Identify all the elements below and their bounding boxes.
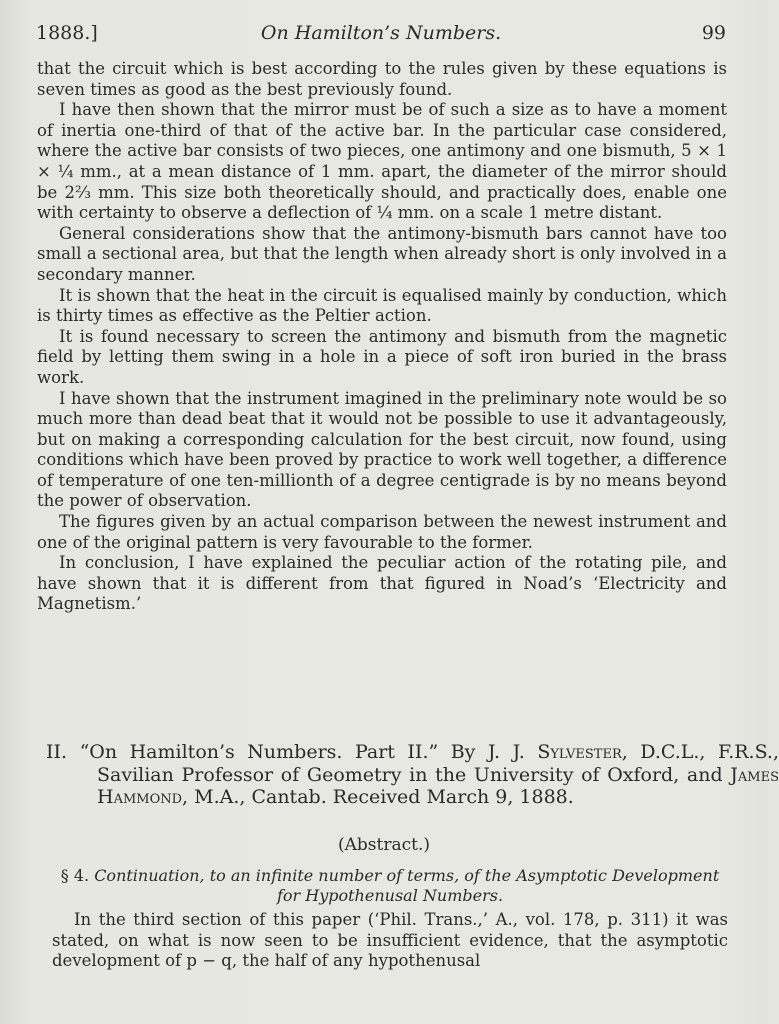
author-1-credentials: , D.C.L., F.R.S., Savilian Professor of Geometry in the University of Oxford, and — [97, 741, 779, 786]
paragraph-1: that the circuit which is best according to the rules given by these equations is seven times as good as the best previously found. — [37, 59, 727, 99]
running-header — [36, 22, 726, 48]
paragraph-2: I have then shown that the mirror must be of such a size as to have a moment of inertia one-third of that of the active bar. In the particular case considered, where the active bar consists of two pieces, one antimony and one bismuth, 5 × 1 × ¼ mm., at a mean distance of 1 mm. apart, the diameter of the mirror should be 2⅔ mm. This size both theoretically should, and practically does, enable one with certainty to observe a deflection of ¼ mm. on a scale 1 metre distant. — [37, 100, 727, 223]
paragraph-6: I have shown that the instrument imagined in the preliminary note would be so much more than dead beat that it would not be possible to use it advantageously, but on making a corresponding calculation for the best circuit, now found, using conditions which have been proved by practice to work well together, a difference of temperature of one ten-millionth of a degree centigrade is by no means beyond the power of observation. — [37, 388, 727, 511]
paragraph-5: It is found necessary to screen the antimony and bismuth from the magnetic field by letting them swing in a hole in a piece of soft iron buried in the brass work. — [37, 326, 727, 387]
section-title: Continuation, to an infinite number of terms, of the Asymptotic Development for Hypothenusal Numbers. — [94, 866, 720, 905]
page-number: 99 — [701, 22, 726, 44]
body-text — [37, 59, 727, 615]
section-symbol: § 4. — [60, 866, 90, 885]
paragraph-3: General considerations show that the antimony-bismuth bars cannot have too small a sectional area, but that the length when already short is only involved in a secondary manner. — [37, 223, 727, 284]
author-2-last: Hammond — [97, 786, 183, 808]
paragraph-8: In conclusion, I have explained the peculiar action of the rotating pile, and have shown that it is different from that figured in Noad’s ‘Electricity and Magnetism.’ — [37, 553, 727, 614]
paragraph-4: It is shown that the heat in the circuit is equalised mainly by conduction, which is thirty times as effective as the Peltier action. — [37, 285, 727, 326]
header-title: On Hamilton’s Numbers. — [260, 22, 502, 44]
final-paragraph: In the third section of this paper (‘Phil. Trans.,’ A., vol. 178, p. 311) it was stated, on what is now seen to be insufficient evidence, that the asymptotic development of p − q, the half of any hypothenusal — [52, 910, 728, 970]
article-by: By J. J. — [450, 741, 525, 763]
abstract-label: (Abstract.) — [338, 835, 430, 855]
article-title: “On Hamilton’s Numbers. Part II.” — [79, 741, 439, 763]
header-year: 1888.] — [36, 22, 98, 44]
article-number: II. — [46, 741, 68, 763]
article-heading — [46, 741, 779, 809]
section-heading — [52, 866, 728, 906]
author-2-credentials: , M.A., Cantab. Received March 9, 1888. — [182, 786, 574, 808]
author-2-first: James — [730, 763, 779, 786]
author-1: Sylvester — [537, 741, 622, 763]
section-body — [52, 910, 728, 972]
paragraph-7: The figures given by an actual comparison between the newest instrument and one of the original pattern is very favourable to the former. — [37, 512, 727, 552]
